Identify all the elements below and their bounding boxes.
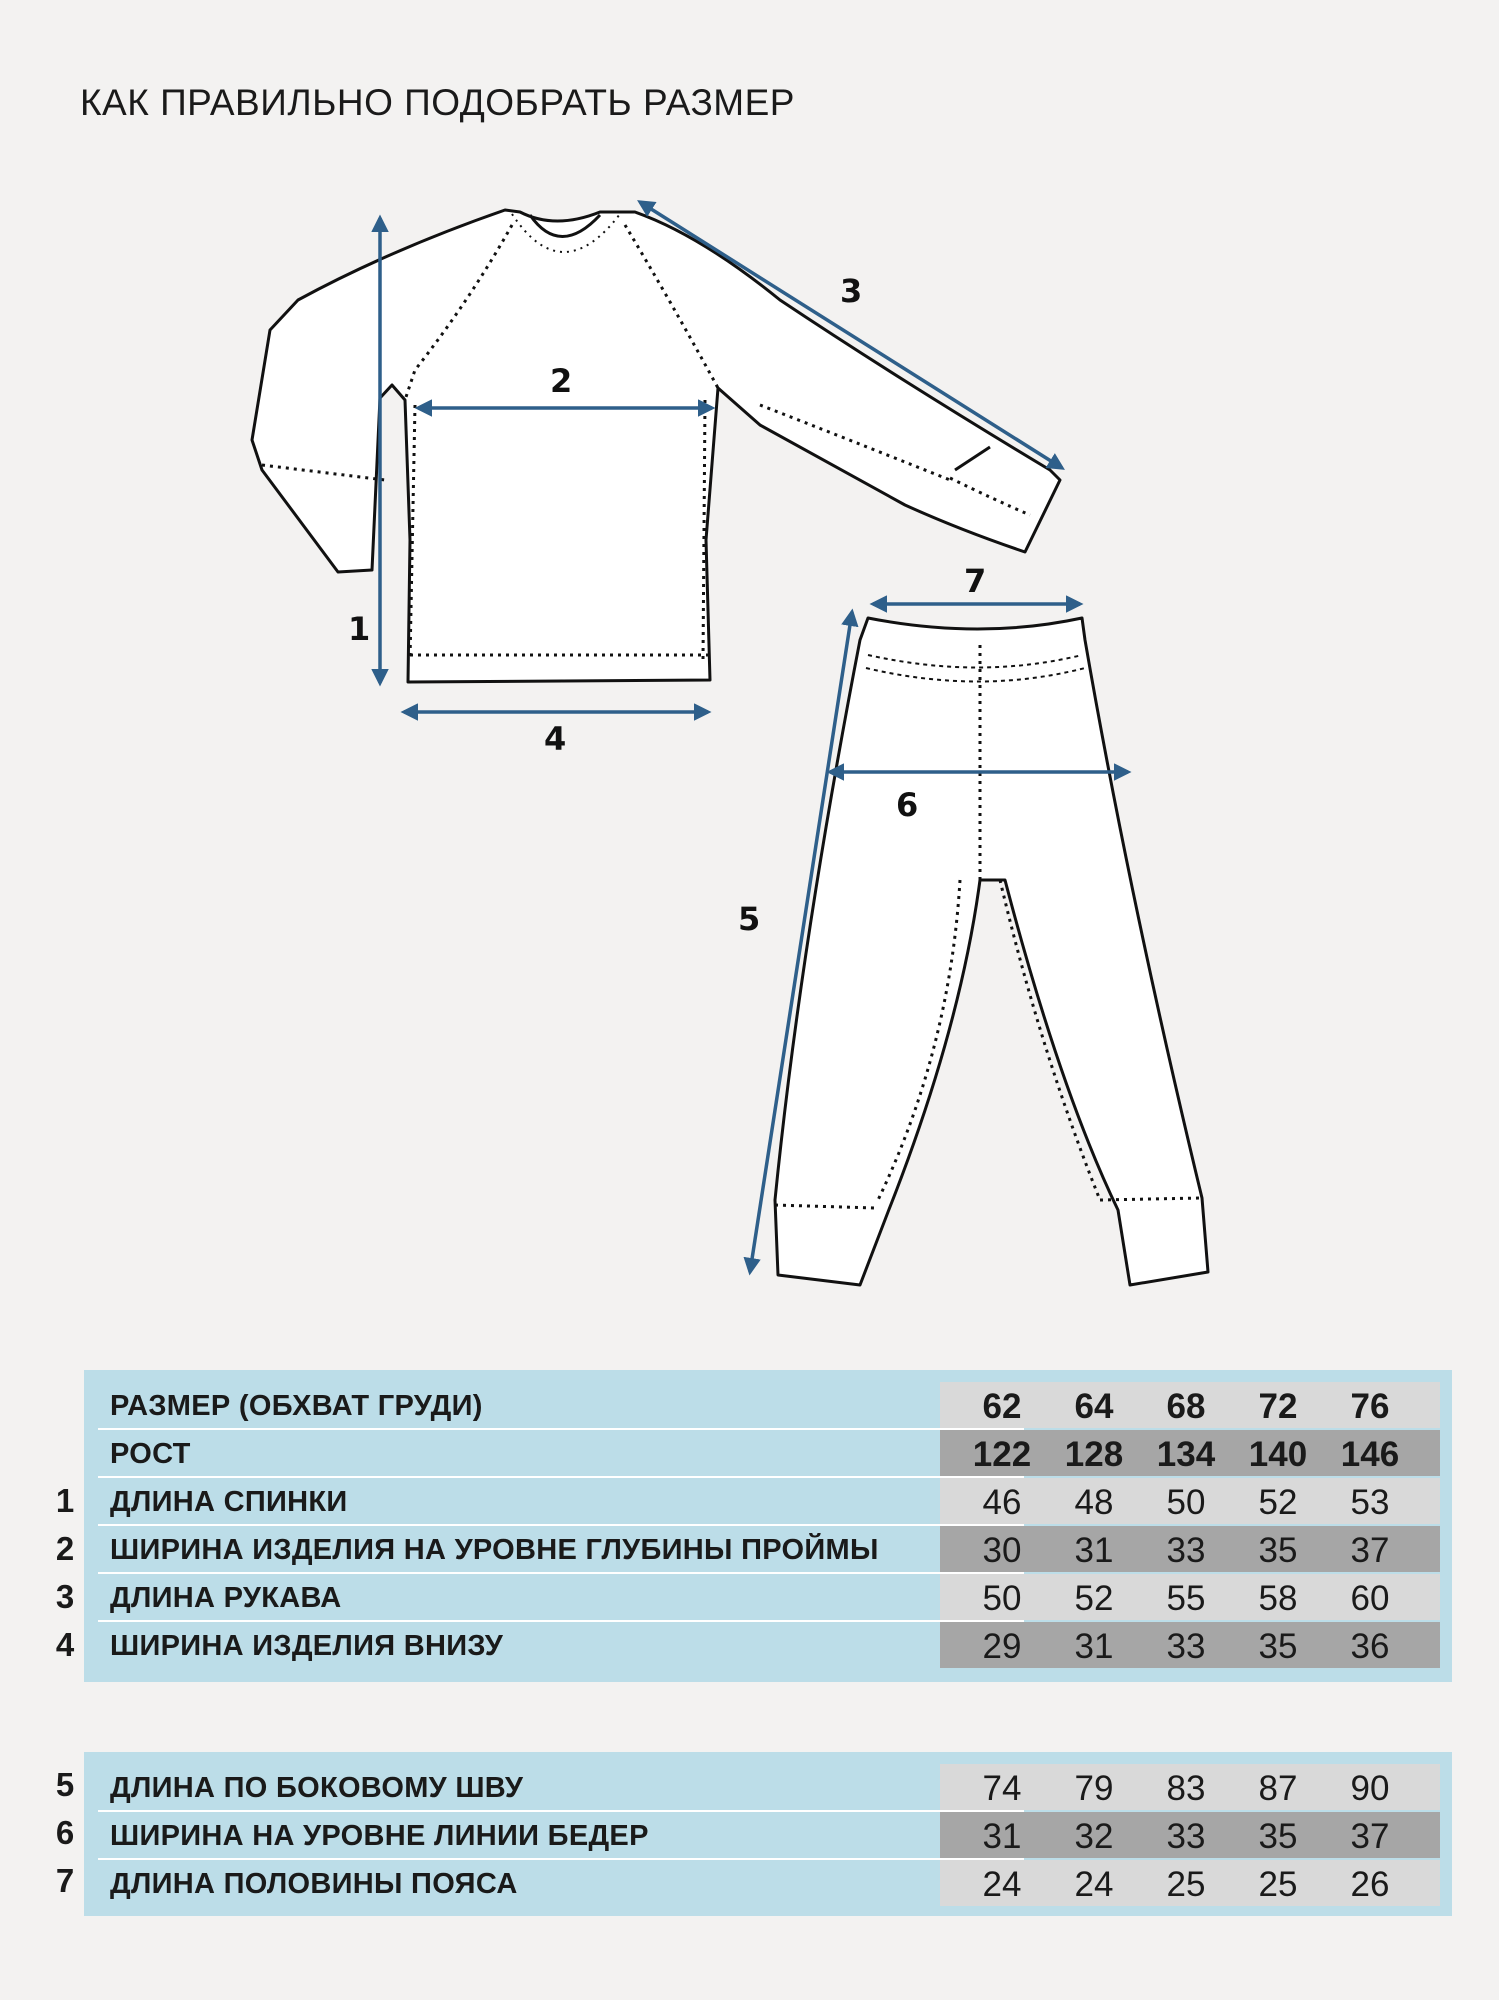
table-row: [84, 1764, 1452, 1812]
value-cell: 140: [1248, 1435, 1308, 1474]
row-label: ДЛИНА РУКАВА: [110, 1582, 342, 1614]
table-row: [84, 1812, 1452, 1860]
value-cell: 128: [1064, 1435, 1124, 1474]
dimension-label-5: 5: [738, 900, 761, 938]
value-cell: 134: [1156, 1435, 1216, 1474]
value-cell: 35: [1258, 1627, 1298, 1666]
sweatshirt-drawing: [252, 210, 1060, 682]
table-row: [84, 1526, 1452, 1574]
page-title: КАК ПРАВИЛЬНО ПОДОБРАТЬ РАЗМЕР: [80, 82, 795, 123]
value-cell: 29: [982, 1627, 1022, 1666]
table-row: [84, 1382, 1452, 1430]
value-cell: 83: [1166, 1769, 1206, 1808]
value-cell: 50: [982, 1579, 1022, 1618]
dimension-label-4: 4: [544, 720, 567, 758]
table-row: [84, 1622, 1452, 1670]
value-cell: 146: [1340, 1435, 1400, 1474]
row-number: 6: [55, 1814, 75, 1851]
value-cell: 33: [1166, 1531, 1206, 1570]
value-cell: 52: [1074, 1579, 1114, 1618]
value-cell: 33: [1166, 1627, 1206, 1666]
row-number: 3: [55, 1578, 75, 1615]
row-values: [940, 1860, 1440, 1906]
row-number: 1: [55, 1482, 75, 1519]
value-cell: 48: [1074, 1483, 1114, 1522]
value-cell: 87: [1258, 1769, 1298, 1808]
row-values: [940, 1574, 1440, 1620]
row-number: 4: [55, 1626, 75, 1663]
row-values: [940, 1382, 1440, 1428]
row-number: 5: [55, 1766, 75, 1803]
value-cell: 36: [1350, 1627, 1390, 1666]
value-cell: 62: [982, 1387, 1022, 1426]
row-values: [940, 1526, 1440, 1572]
table-row: [84, 1574, 1452, 1622]
value-cell: 24: [1074, 1865, 1114, 1904]
dimension-label-2: 2: [550, 362, 573, 400]
value-cell: 25: [1166, 1865, 1206, 1904]
row-label: РАЗМЕР (ОБХВАТ ГРУДИ): [110, 1390, 483, 1422]
row-values: [940, 1430, 1440, 1476]
row-number: 7: [55, 1862, 75, 1899]
value-cell: 52: [1258, 1483, 1298, 1522]
size-table-bottom: [84, 1752, 1452, 1916]
value-cell: 31: [1074, 1627, 1114, 1666]
value-cell: 74: [982, 1769, 1022, 1808]
value-cell: 53: [1350, 1483, 1390, 1522]
table-row: [84, 1478, 1452, 1526]
row-label: ДЛИНА СПИНКИ: [110, 1486, 348, 1518]
value-cell: 55: [1166, 1579, 1206, 1618]
value-cell: 25: [1258, 1865, 1298, 1904]
value-cell: 30: [982, 1531, 1022, 1570]
size-table-top: [84, 1370, 1452, 1682]
table-row: [84, 1430, 1452, 1478]
value-cell: 32: [1074, 1817, 1114, 1856]
value-cell: 46: [982, 1483, 1022, 1522]
value-cell: 79: [1074, 1769, 1114, 1808]
value-cell: 60: [1350, 1579, 1390, 1618]
value-cell: 37: [1350, 1817, 1390, 1856]
table-row: [84, 1860, 1452, 1908]
value-cell: 122: [972, 1435, 1032, 1474]
value-cell: 33: [1166, 1817, 1206, 1856]
row-number: 2: [55, 1530, 75, 1567]
row-label: ДЛИНА ПОЛОВИНЫ ПОЯСА: [110, 1868, 518, 1900]
value-cell: 58: [1258, 1579, 1298, 1618]
dimension-label-6: 6: [896, 786, 919, 824]
value-cell: 35: [1258, 1817, 1298, 1856]
row-label: ДЛИНА ПО БОКОВОМУ ШВУ: [110, 1772, 524, 1804]
value-cell: 72: [1258, 1387, 1298, 1426]
trousers-drawing: [775, 618, 1208, 1285]
dimension-label-7: 7: [964, 562, 987, 600]
row-label: ШИРИНА ИЗДЕЛИЯ ВНИЗУ: [110, 1630, 504, 1662]
row-label: РОСТ: [110, 1438, 191, 1470]
value-cell: 68: [1166, 1387, 1206, 1426]
dimension-label-1: 1: [348, 610, 371, 648]
row-values: [940, 1478, 1440, 1524]
value-cell: 64: [1074, 1387, 1114, 1426]
value-cell: 26: [1350, 1865, 1390, 1904]
row-values: [940, 1812, 1440, 1858]
row-label: ШИРИНА ИЗДЕЛИЯ НА УРОВНЕ ГЛУБИНЫ ПРОЙМЫ: [110, 1534, 879, 1566]
value-cell: 76: [1350, 1387, 1390, 1426]
value-cell: 37: [1350, 1531, 1390, 1570]
value-cell: 50: [1166, 1483, 1206, 1522]
value-cell: 90: [1350, 1769, 1390, 1808]
value-cell: 31: [1074, 1531, 1114, 1570]
row-values: [940, 1622, 1440, 1668]
dimension-label-3: 3: [840, 272, 863, 310]
row-values: [940, 1764, 1440, 1810]
row-label: ШИРИНА НА УРОВНЕ ЛИНИИ БЕДЕР: [110, 1820, 649, 1852]
value-cell: 35: [1258, 1531, 1298, 1570]
value-cell: 24: [982, 1865, 1022, 1904]
value-cell: 31: [982, 1817, 1022, 1856]
